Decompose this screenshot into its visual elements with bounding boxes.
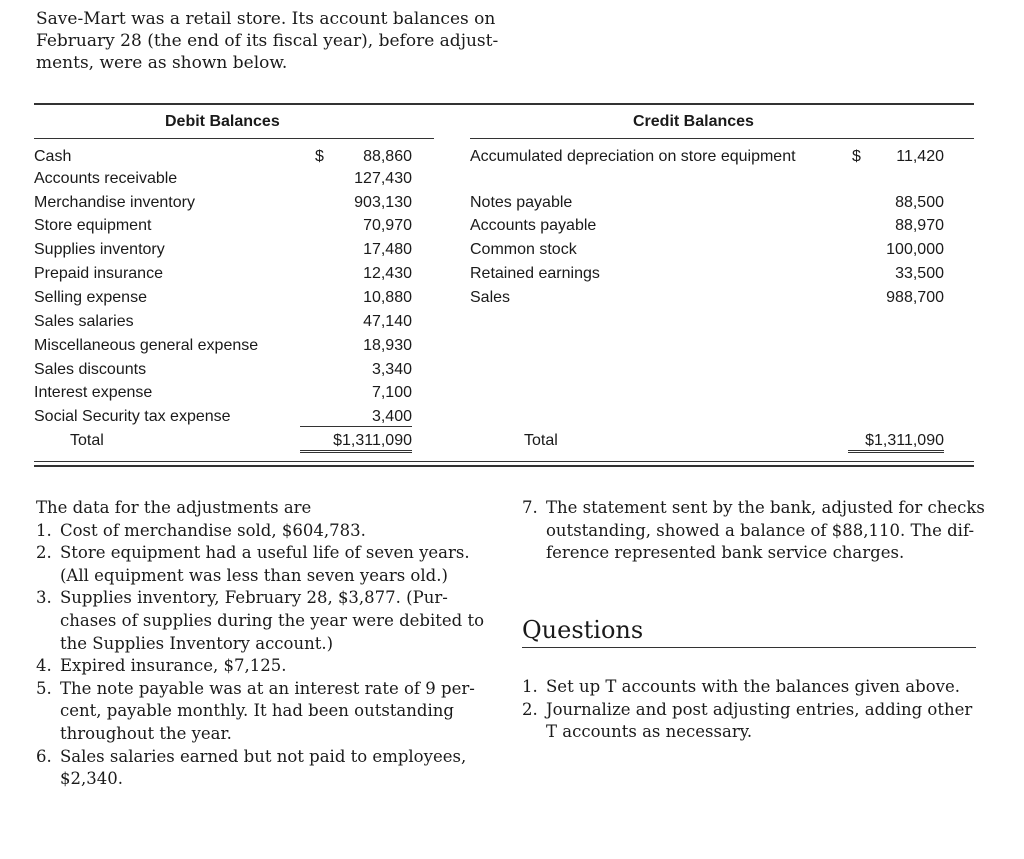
credit-amount: 88,500 bbox=[895, 194, 944, 211]
debit-account: Sales salaries bbox=[34, 313, 134, 330]
debit-account: Sales discounts bbox=[34, 361, 147, 378]
table-bottom-rule bbox=[34, 461, 974, 462]
adjustment-number: 6. bbox=[36, 746, 52, 766]
debit-balances-header: Debit Balances bbox=[165, 113, 280, 130]
credit-amount: 88,970 bbox=[895, 217, 944, 234]
credit-balances-header: Credit Balances bbox=[633, 113, 754, 130]
credit-amount: 33,500 bbox=[895, 265, 944, 282]
debit-amount: 18,930 bbox=[363, 337, 412, 354]
credit-total-label: Total bbox=[524, 432, 558, 449]
table-bottom-rule-2 bbox=[34, 465, 974, 467]
debit-amount: 88,860 bbox=[363, 148, 412, 165]
questions-list bbox=[522, 676, 973, 744]
adjustment-item bbox=[36, 746, 486, 791]
adjustments-section bbox=[36, 497, 486, 791]
credit-amount: 100,000 bbox=[886, 241, 944, 258]
adjustments-heading: The data for the adjustments are bbox=[36, 498, 312, 517]
adjustment-line: Store equipment had a useful life of seven years. bbox=[60, 543, 470, 563]
adjustment-item bbox=[36, 520, 486, 543]
debit-header-rule bbox=[34, 138, 434, 139]
intro-line: Save-Mart was a retail store. Its account balances on bbox=[36, 9, 496, 29]
questions-title: Questions bbox=[522, 616, 644, 644]
adjustment-item bbox=[36, 542, 486, 587]
question-number: 2. bbox=[522, 699, 538, 719]
adjustment-item bbox=[36, 587, 486, 655]
debit-account: Store equipment bbox=[34, 217, 152, 234]
debit-account: Cash bbox=[34, 148, 72, 165]
debit-total-amount: $1,311,090 bbox=[300, 432, 412, 453]
debit-amount: 7,100 bbox=[371, 384, 412, 401]
adjustment-line: throughout the year. bbox=[60, 723, 232, 743]
credit-account: Common stock bbox=[470, 241, 577, 258]
adjustment-item bbox=[36, 655, 486, 678]
adjustment-line: chases of supplies during the year were debited to bbox=[60, 610, 485, 630]
intro-line: February 28 (the end of its fiscal year), before adjust- bbox=[36, 31, 499, 51]
credit-account: Accumulated depreciation on store equipment bbox=[470, 148, 796, 165]
debit-amount: 10,880 bbox=[363, 289, 412, 306]
debit-amount: 903,130 bbox=[354, 194, 412, 211]
question-number: 1. bbox=[522, 677, 538, 696]
adjustment-line: (All equipment was less than seven years old.) bbox=[60, 565, 448, 585]
adjustment-number: 5. bbox=[36, 678, 52, 698]
credit-header-rule bbox=[470, 138, 974, 139]
debit-dollar-sign: $ bbox=[315, 148, 324, 165]
adjustment-item-7 bbox=[522, 497, 985, 565]
adjustment-line: Sales salaries earned but not paid to employees, bbox=[60, 746, 467, 766]
credit-account: Accounts payable bbox=[470, 217, 597, 234]
credit-total-amount: $1,311,090 bbox=[848, 432, 944, 453]
debit-account: Accounts receivable bbox=[34, 170, 178, 187]
intro-paragraph bbox=[36, 8, 499, 74]
adjustment-line: Supplies inventory, February 28, $3,877. (Pur- bbox=[60, 588, 448, 608]
adjustment-item bbox=[36, 678, 486, 746]
debit-amount: 3,340 bbox=[371, 361, 412, 378]
adjustment-line: $2,340. bbox=[60, 769, 123, 789]
questions-rule bbox=[522, 647, 976, 648]
adjustment-number: 1. bbox=[36, 520, 52, 540]
question-line: Journalize and post adjusting entries, adding other bbox=[546, 699, 973, 719]
adjustment-line: The note payable was at an interest rate of 9 per- bbox=[60, 678, 475, 698]
credit-amount: 11,420 bbox=[896, 148, 944, 165]
adjustment-number: 3. bbox=[36, 588, 52, 608]
credit-account: Notes payable bbox=[470, 194, 573, 211]
credit-account: Sales bbox=[470, 289, 511, 306]
intro-line: ments, were as shown below. bbox=[36, 53, 288, 73]
debit-amount: 47,140 bbox=[363, 313, 412, 330]
debit-account: Prepaid insurance bbox=[34, 265, 163, 282]
adjustment-number: 7. bbox=[522, 498, 538, 517]
adjustment-line: cent, payable monthly. It had been outstanding bbox=[60, 701, 454, 721]
question-item bbox=[522, 699, 973, 744]
adjustment-line: the Supplies Inventory account.) bbox=[60, 633, 334, 653]
debit-amount: 12,430 bbox=[363, 265, 412, 282]
adjustment-line: Cost of merchandise sold, $604,783. bbox=[60, 520, 366, 540]
table-top-rule bbox=[34, 103, 974, 105]
adjustment-number: 2. bbox=[36, 543, 52, 563]
question-line: Set up T accounts with the balances given above. bbox=[546, 677, 960, 696]
adjustment-line: outstanding, showed a balance of $88,110. The dif- bbox=[546, 520, 975, 540]
debit-account: Supplies inventory bbox=[34, 241, 165, 258]
debit-account: Interest expense bbox=[34, 384, 153, 401]
debit-amount: 3,400 bbox=[300, 408, 412, 427]
debit-total-label: Total bbox=[70, 432, 104, 449]
question-item bbox=[522, 676, 962, 699]
adjustment-line: The statement sent by the bank, adjusted for checks bbox=[546, 498, 985, 517]
debit-account: Merchandise inventory bbox=[34, 194, 195, 211]
question-line: T accounts as necessary. bbox=[546, 722, 753, 742]
debit-amount: 17,480 bbox=[363, 241, 412, 258]
credit-account: Retained earnings bbox=[470, 265, 600, 282]
debit-amount: 70,970 bbox=[363, 217, 412, 234]
debit-account: Social Security tax expense bbox=[34, 408, 231, 425]
debit-account: Selling expense bbox=[34, 289, 147, 306]
debit-account: Miscellaneous general expense bbox=[34, 337, 259, 354]
adjustment-number: 4. bbox=[36, 656, 52, 676]
credit-dollar-sign: $ bbox=[852, 148, 861, 165]
debit-amount: 127,430 bbox=[354, 170, 412, 187]
adjustment-line: Expired insurance, $7,125. bbox=[60, 656, 287, 676]
credit-amount: 988,700 bbox=[886, 289, 944, 306]
adjustment-line: ference represented bank service charges. bbox=[546, 543, 905, 563]
